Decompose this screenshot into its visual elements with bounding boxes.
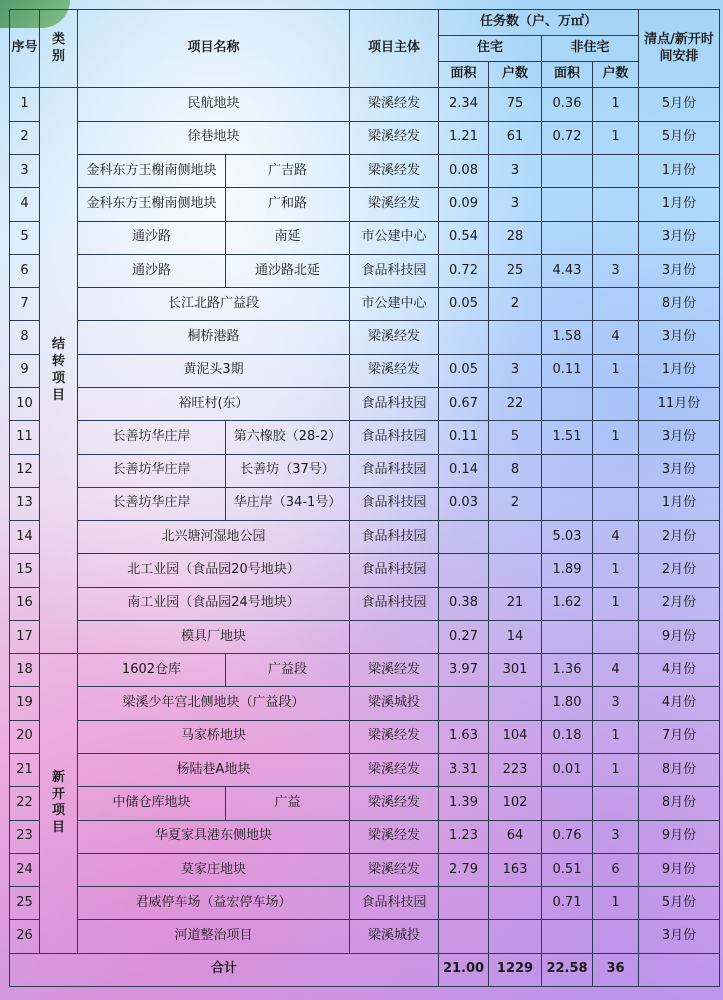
row-res-households [489,554,542,587]
table-row [10,88,720,121]
table-row [10,620,720,653]
total-res-area: 21.00 [439,953,489,986]
table-row [10,288,720,321]
header-project-name: 项目名称 [78,10,350,88]
row-schedule: 4月份 [639,654,720,687]
row-schedule: 2月份 [639,554,720,587]
table-row [10,720,720,753]
row-seq: 3 [10,154,40,187]
row-seq: 12 [10,454,40,487]
row-nonres-households: 3 [593,687,639,720]
table-row [10,354,720,387]
row-nonres-households: 1 [593,354,639,387]
row-schedule: 3月份 [639,254,720,287]
row-schedule: 8月份 [639,288,720,321]
row-res-households [489,521,542,554]
row-schedule: 9月份 [639,820,720,853]
row-project-name: 马家桥地块 [78,720,350,753]
row-seq: 9 [10,354,40,387]
row-nonres-area: 4.43 [542,254,593,287]
row-nonres-area [542,487,593,520]
row-seq: 1 [10,88,40,121]
table-row [10,687,720,720]
row-project-subname: 长善坊（37号） [226,454,350,487]
category-new: 新开项目 [40,654,78,954]
row-res-households: 223 [489,754,542,787]
row-res-area [439,687,489,720]
row-seq: 18 [10,654,40,687]
row-nonres-households: 1 [593,421,639,454]
row-nonres-households: 6 [593,853,639,886]
row-res-households: 2 [489,288,542,321]
row-schedule: 11月份 [639,387,720,420]
row-nonres-households: 4 [593,321,639,354]
row-seq: 5 [10,221,40,254]
row-nonres-households [593,487,639,520]
row-project-name: 长善坊华庄岸 [78,454,226,487]
row-seq: 19 [10,687,40,720]
row-project-subname: 华庄岸（34-1号） [226,487,350,520]
row-nonres-area: 0.51 [542,853,593,886]
row-res-area [439,321,489,354]
row-project-name: 徐巷地块 [78,121,350,154]
row-nonres-households: 1 [593,720,639,753]
row-project-name: 君威停车场（益宏停车场） [78,887,350,920]
row-res-households: 61 [489,121,542,154]
header-nonres-households: 户数 [593,62,639,88]
row-res-area: 0.11 [439,421,489,454]
row-nonres-area [542,188,593,221]
row-schedule: 3月份 [639,421,720,454]
row-nonres-households [593,620,639,653]
header-res-area: 面积 [439,62,489,88]
row-seq: 22 [10,787,40,820]
table-row [10,487,720,520]
table-row [10,754,720,787]
row-res-area: 0.27 [439,620,489,653]
row-res-area: 0.54 [439,221,489,254]
row-subject [350,620,439,653]
row-subject: 市公建中心 [350,288,439,321]
row-res-area [439,920,489,953]
row-seq: 16 [10,587,40,620]
row-nonres-area: 0.76 [542,820,593,853]
row-res-households: 301 [489,654,542,687]
row-nonres-area: 0.01 [542,754,593,787]
row-nonres-households: 4 [593,521,639,554]
row-project-name: 通沙路 [78,254,226,287]
row-schedule: 2月份 [639,521,720,554]
row-res-households: 21 [489,587,542,620]
row-nonres-area [542,920,593,953]
table-row [10,221,720,254]
row-res-area: 3.97 [439,654,489,687]
row-res-area: 0.09 [439,188,489,221]
row-schedule: 3月份 [639,221,720,254]
row-nonres-area: 1.80 [542,687,593,720]
row-res-households: 28 [489,221,542,254]
row-seq: 8 [10,321,40,354]
header-schedule: 清点/新开时间安排 [639,10,720,88]
row-nonres-area [542,620,593,653]
row-res-area: 2.79 [439,853,489,886]
row-project-name: 裕旺村(东） [78,387,350,420]
header-tasks: 任务数（户、万㎡） [439,10,639,36]
row-seq: 14 [10,521,40,554]
row-nonres-area [542,154,593,187]
row-res-households: 163 [489,853,542,886]
row-seq: 6 [10,254,40,287]
table-row [10,387,720,420]
row-subject: 梁溪经发 [350,720,439,753]
row-nonres-area [542,221,593,254]
row-res-area: 0.14 [439,454,489,487]
row-res-households [489,687,542,720]
row-nonres-area: 0.18 [542,720,593,753]
row-subject: 食品科技园 [350,254,439,287]
row-subject: 梁溪城投 [350,687,439,720]
row-project-name: 通沙路 [78,221,226,254]
row-res-households: 14 [489,620,542,653]
row-project-name: 长善坊华庄岸 [78,421,226,454]
row-subject: 梁溪经发 [350,853,439,886]
row-res-households: 22 [489,387,542,420]
row-schedule: 2月份 [639,587,720,620]
row-schedule: 1月份 [639,154,720,187]
total-nonres-area: 22.58 [542,953,593,986]
category-carryover: 结转项目 [40,88,78,654]
row-schedule: 1月份 [639,354,720,387]
row-res-area [439,554,489,587]
total-row [10,953,720,986]
row-res-households: 2 [489,487,542,520]
row-project-name: 中储仓库地块 [78,787,226,820]
row-project-name: 民航地块 [78,88,350,121]
row-nonres-households [593,920,639,953]
row-res-households: 104 [489,720,542,753]
table-row [10,321,720,354]
row-nonres-area: 1.58 [542,321,593,354]
row-nonres-households: 3 [593,820,639,853]
row-project-name: 金科东方王榭南侧地块 [78,154,226,187]
row-res-area: 2.34 [439,88,489,121]
row-subject: 食品科技园 [350,887,439,920]
row-res-households: 3 [489,154,542,187]
row-res-area [439,521,489,554]
row-seq: 23 [10,820,40,853]
row-seq: 7 [10,288,40,321]
row-nonres-households: 3 [593,254,639,287]
row-project-name: 南工业园（食品园24号地块） [78,587,350,620]
row-project-name: 1602仓库 [78,654,226,687]
row-nonres-area [542,288,593,321]
row-subject: 梁溪经发 [350,754,439,787]
row-nonres-households: 1 [593,121,639,154]
row-res-households: 8 [489,454,542,487]
row-project-name: 黄泥头3期 [78,354,350,387]
row-nonres-households [593,221,639,254]
row-nonres-households [593,188,639,221]
row-nonres-area: 0.11 [542,354,593,387]
row-schedule: 5月份 [639,887,720,920]
row-subject: 梁溪经发 [350,354,439,387]
row-seq: 25 [10,887,40,920]
row-seq: 24 [10,853,40,886]
row-schedule: 1月份 [639,188,720,221]
row-project-subname: 广益段 [226,654,350,687]
row-res-area: 0.08 [439,154,489,187]
table-row [10,887,720,920]
row-project-name: 模具厂地块 [78,620,350,653]
row-nonres-area [542,387,593,420]
row-project-name: 金科东方王榭南侧地块 [78,188,226,221]
row-res-area: 1.39 [439,787,489,820]
table-row [10,121,720,154]
row-res-area: 1.21 [439,121,489,154]
row-project-subname: 广吉路 [226,154,350,187]
row-res-households: 64 [489,820,542,853]
table-row [10,587,720,620]
row-schedule: 3月份 [639,321,720,354]
row-res-area: 0.05 [439,288,489,321]
row-res-households [489,887,542,920]
row-nonres-area [542,454,593,487]
row-nonres-area: 0.72 [542,121,593,154]
row-project-subname: 通沙路北延 [226,254,350,287]
row-nonres-households [593,787,639,820]
row-subject: 食品科技园 [350,387,439,420]
row-nonres-households [593,387,639,420]
row-subject: 食品科技园 [350,454,439,487]
row-seq: 10 [10,387,40,420]
row-project-name: 北工业园（食品园20号地块） [78,554,350,587]
row-seq: 11 [10,421,40,454]
row-project-subname: 南延 [226,221,350,254]
row-project-name: 桐桥港路 [78,321,350,354]
row-project-name: 长善坊华庄岸 [78,487,226,520]
row-res-area: 0.38 [439,587,489,620]
table-row [10,521,720,554]
row-schedule: 8月份 [639,787,720,820]
row-res-area: 0.67 [439,387,489,420]
total-res-households: 1229 [489,953,542,986]
row-nonres-area: 1.51 [542,421,593,454]
row-res-area [439,887,489,920]
row-nonres-households [593,454,639,487]
table-row [10,254,720,287]
row-subject: 市公建中心 [350,221,439,254]
row-res-households: 75 [489,88,542,121]
row-schedule: 8月份 [639,754,720,787]
row-project-name: 杨陆巷A地块 [78,754,350,787]
row-seq: 13 [10,487,40,520]
row-subject: 梁溪经发 [350,154,439,187]
header-residential: 住宅 [439,36,542,62]
table-row [10,654,720,687]
row-nonres-households: 1 [593,754,639,787]
row-schedule: 5月份 [639,121,720,154]
row-schedule: 1月份 [639,487,720,520]
row-schedule: 4月份 [639,687,720,720]
total-schedule [639,953,720,986]
row-subject: 梁溪经发 [350,88,439,121]
row-subject: 梁溪城投 [350,920,439,953]
row-nonres-households: 4 [593,654,639,687]
row-res-households [489,321,542,354]
row-project-name: 莫家庄地块 [78,853,350,886]
row-nonres-households: 1 [593,554,639,587]
row-res-area: 0.03 [439,487,489,520]
table-row [10,554,720,587]
row-res-households: 3 [489,354,542,387]
row-seq: 15 [10,554,40,587]
header-seq: 序号 [10,10,40,88]
row-project-subname: 第六橡胶（28-2） [226,421,350,454]
row-res-area: 1.63 [439,720,489,753]
row-schedule: 9月份 [639,853,720,886]
row-seq: 4 [10,188,40,221]
row-nonres-households [593,288,639,321]
header-res-households: 户数 [489,62,542,88]
row-seq: 21 [10,754,40,787]
row-subject: 食品科技园 [350,587,439,620]
table-row [10,820,720,853]
row-project-name: 长江北路广益段 [78,288,350,321]
row-subject: 食品科技园 [350,521,439,554]
row-subject: 食品科技园 [350,421,439,454]
row-nonres-area: 0.36 [542,88,593,121]
row-nonres-households: 1 [593,88,639,121]
row-subject: 梁溪经发 [350,321,439,354]
row-subject: 梁溪经发 [350,121,439,154]
row-seq: 26 [10,920,40,953]
row-res-area: 1.23 [439,820,489,853]
row-project-subname: 广益 [226,787,350,820]
row-subject: 梁溪经发 [350,654,439,687]
row-schedule: 3月份 [639,454,720,487]
row-project-name: 梁溪少年宫北侧地块（广益段） [78,687,350,720]
row-subject: 梁溪经发 [350,820,439,853]
row-schedule: 7月份 [639,720,720,753]
row-schedule: 5月份 [639,88,720,121]
total-nonres-households: 36 [593,953,639,986]
row-project-name: 北兴塘河湿地公园 [78,521,350,554]
row-res-households: 102 [489,787,542,820]
table-row [10,853,720,886]
table-row [10,154,720,187]
table-row [10,421,720,454]
table-row [10,188,720,221]
row-schedule: 3月份 [639,920,720,953]
row-res-households: 3 [489,188,542,221]
demolition-task-table [9,9,720,987]
row-nonres-area [542,787,593,820]
row-seq: 2 [10,121,40,154]
row-project-subname: 广和路 [226,188,350,221]
row-project-name: 华夏家具港东侧地块 [78,820,350,853]
row-subject: 梁溪经发 [350,787,439,820]
row-res-area: 3.31 [439,754,489,787]
row-nonres-households: 1 [593,887,639,920]
row-nonres-area: 1.36 [542,654,593,687]
row-nonres-households [593,154,639,187]
table-row [10,454,720,487]
row-res-area: 0.05 [439,354,489,387]
row-seq: 17 [10,620,40,653]
row-res-households: 25 [489,254,542,287]
header-non-residential: 非住宅 [542,36,639,62]
row-res-area: 0.72 [439,254,489,287]
row-nonres-area: 1.62 [542,587,593,620]
row-res-households: 5 [489,421,542,454]
total-label: 合计 [10,953,439,986]
header-subject: 项目主体 [350,10,439,88]
row-subject: 食品科技园 [350,487,439,520]
row-seq: 20 [10,720,40,753]
row-res-households [489,920,542,953]
row-nonres-area: 5.03 [542,521,593,554]
row-subject: 食品科技园 [350,554,439,587]
row-subject: 梁溪经发 [350,188,439,221]
row-project-name: 河道整治项目 [78,920,350,953]
table-row [10,920,720,953]
row-schedule: 9月份 [639,620,720,653]
row-nonres-area: 1.89 [542,554,593,587]
header-nonres-area: 面积 [542,62,593,88]
header-category: 类别 [40,10,78,88]
row-nonres-households: 1 [593,587,639,620]
table-row [10,787,720,820]
row-nonres-area: 0.71 [542,887,593,920]
